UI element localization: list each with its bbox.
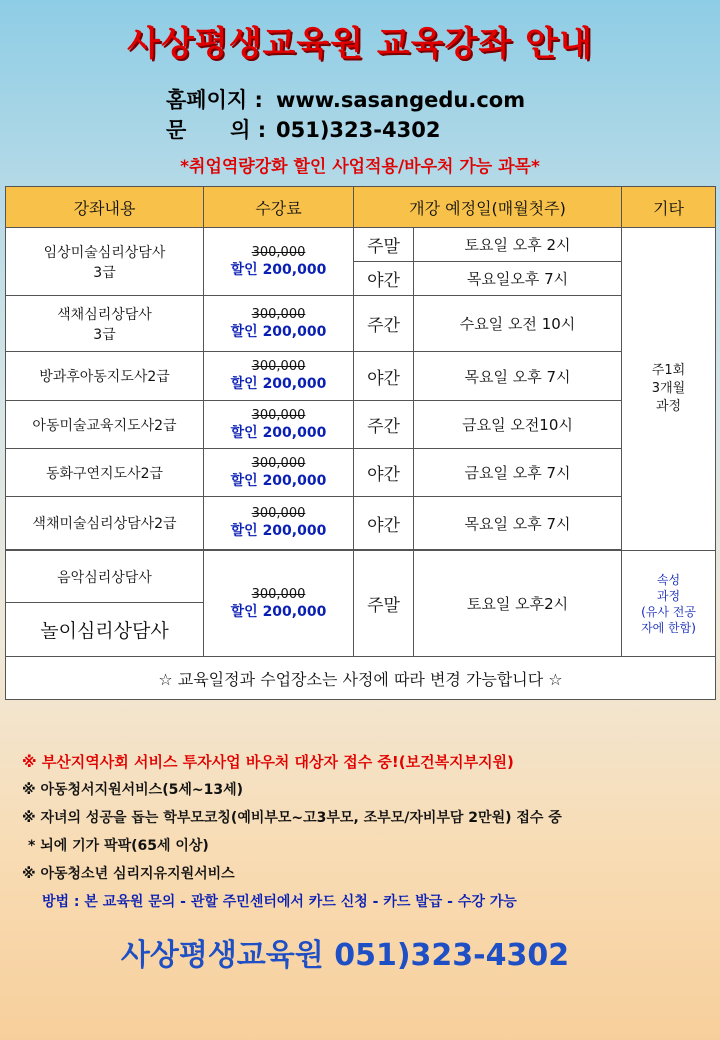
table-header-row <box>6 187 716 228</box>
fee-cell <box>204 401 354 449</box>
etc-cell-weekly <box>622 228 716 551</box>
course-grade: 3급 <box>93 264 116 281</box>
etc-note-line: 3개월 <box>651 381 686 396</box>
fee-discount: 할인 200,000 <box>230 523 327 539</box>
table-footer-row <box>6 657 716 700</box>
header-fee: 수강료 <box>204 187 354 228</box>
course-name: 동화구연지도사2급 <box>6 449 204 497</box>
course-name-line: 색채심리상담사 <box>57 306 152 323</box>
fee-cell <box>204 296 354 352</box>
etc-note-line: 과정 <box>656 588 681 603</box>
course-name: 색채미술심리상담사2급 <box>6 497 204 550</box>
start-schedule: 토요일 오후 2시 <box>414 228 622 262</box>
application-method: 방법 : 본 교육원 문의 - 관할 주민센터에서 카드 신청 - 카드 발급 - 수강 가능 <box>42 894 517 910</box>
bottom-contact: 사상평생교육원 051)323-4302 <box>120 938 570 973</box>
homepage-label: 홈페이지 : <box>166 88 263 112</box>
start-schedule: 토요일 오후2시 <box>414 551 622 657</box>
start-schedule: 목요일오후 7시 <box>414 262 622 296</box>
page-title: 사상평생교육원 교육강좌 안내 <box>127 24 593 64</box>
note-item: * 뇌에 기가 팍팍(65세 이상) <box>28 838 209 854</box>
etc-note-line: 주1회 <box>651 363 686 378</box>
fee-original: 300,000 <box>251 506 306 521</box>
notes-section <box>22 748 712 916</box>
course-name: 방과후아동지도사2급 <box>6 352 204 401</box>
fee-original: 300,000 <box>251 586 306 602</box>
etc-note-line: 속성 <box>656 572 681 587</box>
fee-original: 300,000 <box>251 306 306 322</box>
fee-discount: 할인 200,000 <box>230 603 327 620</box>
promo-text: *취업역량강화 할인 사업적용/바우처 가능 과목* <box>180 157 540 177</box>
course-name: 음악심리상담사 <box>6 551 204 603</box>
start-schedule: 목요일 오후 7시 <box>414 497 622 550</box>
etc-note-line: 자에 한함) <box>641 620 696 635</box>
fee-cell <box>204 352 354 401</box>
homepage-line <box>166 84 525 114</box>
etc-note-line: 과정 <box>655 399 682 414</box>
homepage-link[interactable]: www.sasangedu.com <box>276 88 526 112</box>
inquiry-label: 문 의 : <box>166 118 267 142</box>
start-schedule: 금요일 오전10시 <box>414 401 622 449</box>
table-row <box>6 296 716 352</box>
course-grade: 3급 <box>93 326 116 343</box>
course-name: 놀이심리상담사 <box>6 603 204 657</box>
table-row <box>6 551 716 603</box>
etc-cell-intensive <box>622 551 716 657</box>
course-name <box>6 228 204 296</box>
fee-cell <box>204 449 354 497</box>
table-row <box>6 449 716 497</box>
course-name-line: 임상미술심리상담사 <box>43 244 166 261</box>
header-course: 강좌내용 <box>6 187 204 228</box>
fee-original: 300,000 <box>251 407 306 423</box>
class-type: 주말 <box>354 551 414 657</box>
start-schedule: 목요일 오후 7시 <box>414 352 622 401</box>
table-row <box>6 228 716 262</box>
etc-note-line: (유사 전공 <box>641 604 696 619</box>
course-name: 아동미술교육지도사2급 <box>6 401 204 449</box>
note-item: ※ 자녀의 성공을 돕는 학부모코칭(예비부모~고3부모, 조부모/자비부담 2만원) 접수 중 <box>22 810 562 826</box>
note-item: ※ 아동청소년 심리지유지원서비스 <box>22 866 235 882</box>
fee-original: 300,000 <box>251 359 306 374</box>
fee-cell <box>204 497 354 550</box>
class-type: 야간 <box>354 449 414 497</box>
note-item: ※ 아동청서지원서비스(5세~13세) <box>22 782 243 798</box>
inquiry-phone: 051)323-4302 <box>276 118 441 142</box>
table-row <box>6 352 716 401</box>
class-type: 야간 <box>354 497 414 550</box>
class-type: 주말 <box>354 228 414 262</box>
fee-discount: 할인 200,000 <box>230 261 327 278</box>
fee-original: 300,000 <box>251 244 306 260</box>
voucher-notice: ※ 부산지역사회 서비스 투자사업 바우처 대상자 접수 중!(보건복지부지원) <box>22 753 514 771</box>
inquiry-line <box>166 114 440 144</box>
table-row <box>6 497 716 550</box>
class-type: 주간 <box>354 401 414 449</box>
schedule-change-notice: ☆ 교육일정과 수업장소는 사정에 따라 변경 가능합니다 ☆ <box>6 657 716 700</box>
table-row <box>6 401 716 449</box>
course-name <box>6 296 204 352</box>
start-schedule: 수요일 오전 10시 <box>414 296 622 352</box>
class-type: 야간 <box>354 352 414 401</box>
fee-discount: 할인 200,000 <box>230 472 327 489</box>
fee-discount: 할인 200,000 <box>230 323 327 340</box>
start-schedule: 금요일 오후 7시 <box>414 449 622 497</box>
fee-original: 300,000 <box>251 455 306 471</box>
course-table <box>5 186 716 700</box>
fee-discount: 할인 200,000 <box>230 424 327 441</box>
class-type: 주간 <box>354 296 414 352</box>
header-start-date: 개강 예정일(매월첫주) <box>354 187 622 228</box>
class-type: 야간 <box>354 262 414 296</box>
fee-discount: 할인 200,000 <box>230 376 327 392</box>
header-etc: 기타 <box>622 187 716 228</box>
fee-cell <box>204 551 354 657</box>
fee-cell <box>204 228 354 296</box>
